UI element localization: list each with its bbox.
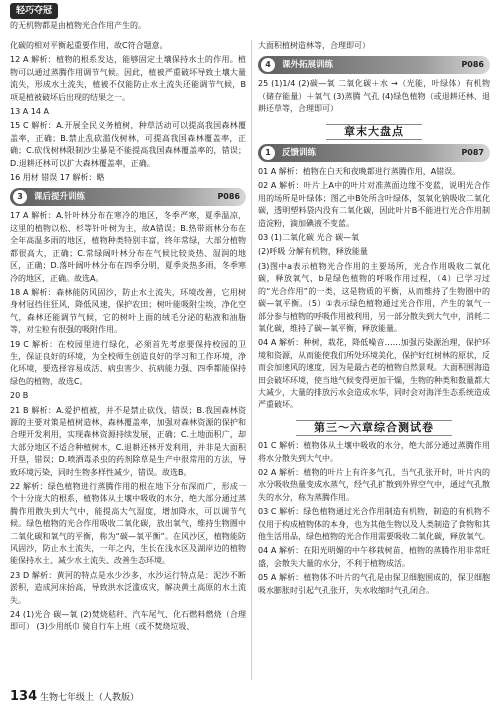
column-divider [251,40,252,680]
test-answer-02: 02 A 解析：植物的叶片上有许多气孔，当气孔张开时，叶片内的水分吸收热量变成水蒸气，经气孔扩散到外界空气中，通过气孔散失的水分，称为蒸腾作用。 [258,467,490,502]
section-number: 4 [261,58,275,72]
answer-12: 12 A 解析：植物的根系发达，能够固定土壤保持水土的作用。植物可以通过蒸腾作用调节气候。因此，植被严重破坏导致土壤大量流失，形成水土流失，植被不仅能防止水土流失还能调节气候，B项是植被破坏后出现的结果之一。 [10,55,246,102]
answer-25: 25 (1)1/4 (2)碳—氧 二氧化碳＋水 →（光能，叶绿体）有机物（储存能量）＋氧气 (3)蒸腾 气孔 (4)绿色植物（或退耕还林、退耕还草等，合理即可） [258,79,490,114]
section-page: P087 [461,148,484,158]
comprehensive-test-title: 第三～六章综合测试卷 [258,420,490,436]
section-title: 课后提升训练 [34,192,86,203]
test-answer-05: 05 A 解析：植物体不叶片的气孔是由保卫细胞围成的，保卫细胞吸水膨胀时引起气孔张开，失水收缩时气孔闭合。 [258,573,490,595]
section-page: P086 [461,60,484,70]
test-answer-01: 01 C 解析：植物体从土壤中吸收的水分，绝大部分通过蒸腾作用将水分散失到大气中。 [258,441,490,463]
answer-03-3: (3)图中a表示植物光合作用的主要场所，光合作用吸收二氧化碳，释放氧气，b是绿色植物的呼吸作用过程，（4）已学习过的“光合作用”的一类，这是物质的平衡，从而维持了生物圈中的碳—氧平衡。（5）①表示绿色植物通过光合作用，产生的氧气一部分参与植物的呼吸作用被利用，另一部分散失到大气中，消耗二氧化碳，维持了碳—氧平衡，释放能量。 [258,261,490,333]
answer-19: 19 C 解析：在校园里进行绿化，必须首先考虑要保持校园的卫生，保证良好的环境，为全校师生创造良好的学习和工作环境，净化环境，要选择容易成活、病虫害少、抗病能力强、四季都能保持绿色的植物，故选C。 [10,339,246,386]
section-banner-feedback [258,144,490,162]
section-number: 1 [261,146,275,160]
section-title: 反馈训练 [282,148,317,159]
brand-logo: 轻巧夺冠 [10,3,58,19]
book-subject: 生物七年级上（人教版） [40,693,140,703]
left-column [10,40,246,636]
right-column [258,40,490,599]
section-banner-after-class [10,188,246,206]
answer-03-1: 03 (1)二氧化碳 光合 碳—氧 [258,233,360,243]
answer-22: 22 解析：绿色植物进行蒸腾作用的根在地下分布深而广，形成一个十分庞大的根系，植物体从土壤中吸收的水分，绝大部分通过蒸腾作用散失到大气中，能提高大气湿度，增加降水，可以调节气候。绿色植物的光合作用吸收二氧化碳，放出氧气，维持生物圈中二氧化碳和氧气的平衡，称为“碳—氧平衡”。在风沙区，植物能防风固沙，防止水土流失，一年之内，生长在浅水区及湖岸边的植物能保持水土、减少水土流失、改善生态环境。 [10,482,246,566]
answer-04: 04 A 解析：种树，栽花，降低噪音……加强污染源治理，保护环境和资源，从而能使我们所处环境美化，保护好红树林的原状，反而会加速风的速度，因为是最古老的植物自然景观。大面积围海造田会破坏环境，使当地气候变得更加干燥，生物的种类和数量都大大减少，大量的排放污水会造成水华，同时会对海洋生态系统造成严重破坏。 [258,338,490,410]
answer-03-2: (2)呼吸 分解有机物，释放能量 [258,247,368,257]
answer-18: 18 A 解析：森林能防风固沙，防止水土流失，环境改善，它用树身材冠挡住狂风，降低风速，保护农田；树叶能吸附尘埃，净化空气，森林还能调节气候，它的树叶上面的绒毛分泌的粘液和油脂等，对尘粒有很强的吸附作用。 [10,287,246,335]
test-answer-04: 04 A 解析：在阳光明媚的中午移栽树苗，植物的蒸腾作用非常旺盛，会散失大量的水分，不利于植物成活。 [258,546,490,568]
answer-01: 01 A 解析：植物在白天和夜晚都进行蒸腾作用，A错误。 [258,167,461,177]
chapter-summary-title: 章末大盘点 [258,124,490,140]
answer-13-14: 13 A 14 A [10,107,49,117]
section-page: P086 [217,192,240,202]
answer-24: 24 (1)光合 碳—氧 (2)焚烧秸秆、汽车尾气、化石燃料燃烧（合理即可） (3)少用纸巾 骑自行车上班（或不焚烧垃圾、 [10,610,246,632]
answer-21: 21 B 解析：A.爱护植被，并不是禁止砍伐，错误；B.我国森林资源的主要对策是植树造林，森林覆盖率，加强对森林资源的保护和合理开发利用，实现森林资源持续发展，正确；C.土地面积广，却大部分地区不适合种植树木，C.退耕还林开发利用，并非是大面积开垦，错误；D.喷洒毒杀虫的药剂除草是生产中很常用的方法，导致环境污染，同时生物多样性减少，错误。故选B。 [10,405,246,477]
answer-20: 20 B [10,391,29,401]
answer-02: 02 A 解析：叶片上A中的叶片对准蒸面边缘不变蓝，说明光合作用的场所是叶绿体；图乙中B处所含叶绿体，氢氧化钠吸收二氧化碳，透明塑料袋内没有二氧化碳，因此叶片B不能进行光合作用制造淀粉，滴加碘液不变蓝。 [258,181,490,228]
answer-continuation: 大面积植树造林等，合理即可） [258,41,370,50]
test-answer-03: 03 C 解析：绿色植物通过光合作用制造有机物，制造的有机物不仅用于构成植物体的本身，也为其他生物以及人类制造了食物和其他生活用品，绿色植物的光合作用需要吸收二氧化碳，释放氧气。 [258,507,490,541]
page-number: 134 [10,689,38,704]
section-banner-extension [258,56,490,74]
section-title: 课外拓展训练 [282,60,334,71]
answer-15: 15 C 解析：A.开展全民义务植树，种草活动可以提高我国森林覆盖率，正确；B.禁止乱砍滥伐树林，可提高我国森林覆盖率，正确；C.砍伐树林限制沙尘暴是不能提高我国森林覆盖率的，错误；D.退耕还林可以扩大森林覆盖率，正确。 [10,121,246,168]
answer-17: 17 A 解析：A.针叶林分布在寒冷的地区，冬季严寒，夏季温凉，这里的植物以松、杉等针叶树为主，故A错误；B.热带雨林分布在全年高温多雨的地区，植物种类特别丰富，终年常绿，大部分植物都很高大，正确；C.常绿阔叶林分布在气候比较炎热、湿润的地区，正确；D.落叶阔叶林分布在四季分明，夏季炎热多雨，冬季寒冷的地区，正确。故选A。 [10,211,246,283]
answer-16: 16 用材 错误 17 解析：略 [10,173,105,183]
section-number: 3 [13,190,27,204]
page-footer [10,690,139,705]
answer-text: 化碳的相对平衡起重要作用，故C符合题意。 [10,41,168,50]
answer-23: 23 D 解析：黄河的特点是水少沙多，水沙运行特点是：泥沙不断淤积，造成河床抬高，导致洪水泛滥成灾，解决黄土高原的水土流失。 [10,570,246,605]
header-continuation: 的无机物都是由植物光合作用产生的。 [10,21,146,30]
